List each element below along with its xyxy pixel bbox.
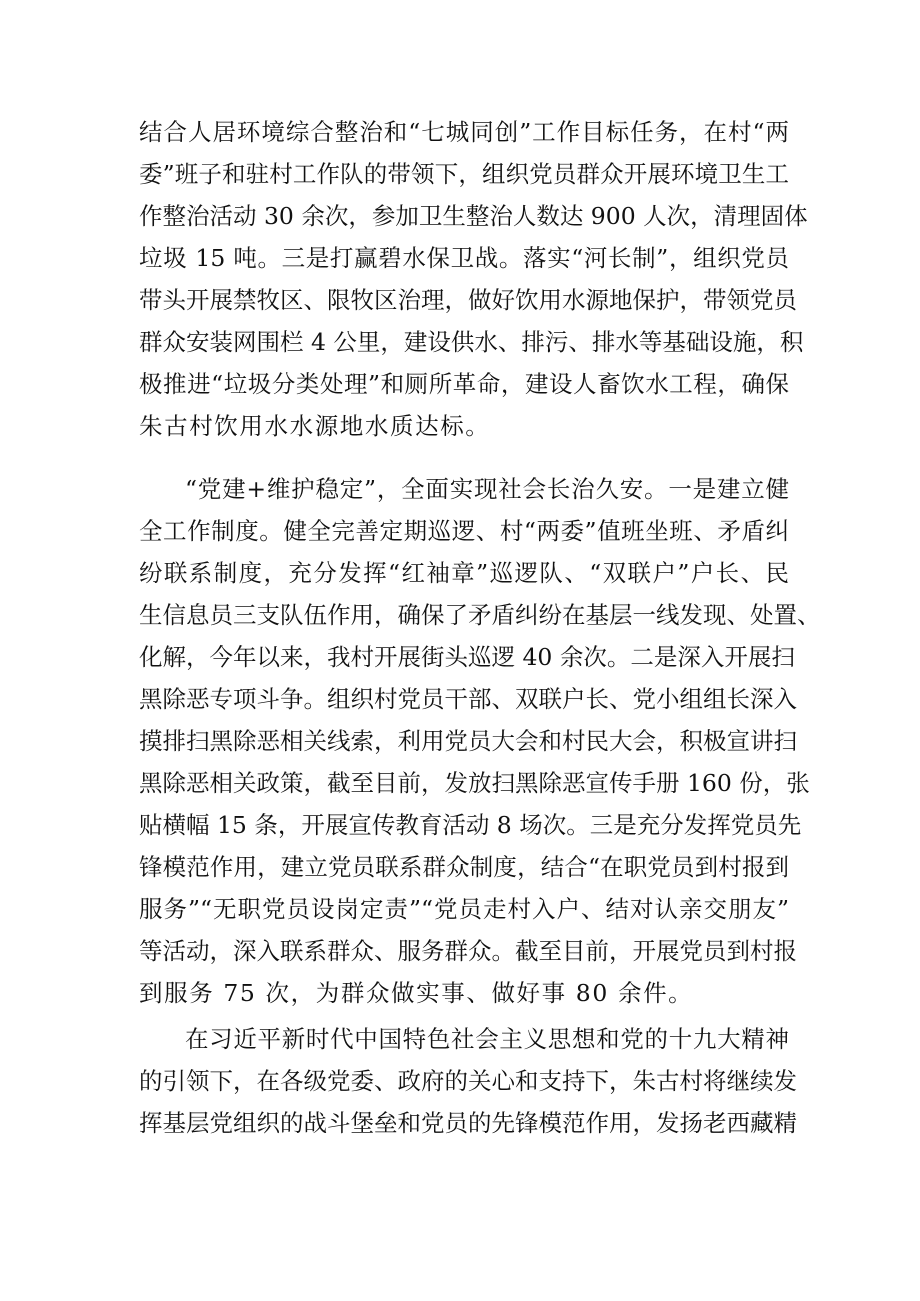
- text-line: [139, 405, 789, 447]
- text-line: [139, 678, 797, 720]
- text-line-content: 服务”“无职党员设岗定责”“党员走村入户、结对认亲交朋友”: [139, 895, 789, 923]
- text-line: [139, 594, 821, 636]
- text-line: [139, 552, 789, 594]
- text-line-content: 锋模范作用，建立党员联系群众制度，结合“在职党员到村报到: [139, 853, 789, 881]
- text-line-content: 朱古村饮用水水源地水质达标。: [139, 412, 491, 440]
- text-line: [139, 1060, 797, 1102]
- text-line: [139, 636, 795, 678]
- text-line-content: 在习近平新时代中国特色社会主义思想和党的十九大精神: [185, 1025, 789, 1053]
- text-line-content: 挥基层党组织的战斗堡垒和党员的先锋模范作用，发扬老西藏精: [139, 1109, 797, 1137]
- text-line: [139, 195, 808, 237]
- text-line-content: 全工作制度。健全完善定期巡逻、村“两委”值班坐班、矛盾纠: [139, 517, 789, 545]
- text-line: [139, 237, 789, 279]
- text-line: [139, 279, 797, 321]
- text-line: [139, 846, 789, 888]
- text-line-content: 摸排扫黑除恶相关线索，利用党员大会和村民大会，积极宣讲扫: [139, 727, 797, 755]
- text-line-content: 到服务 75 次，为群众做实事、做好事 80 余件。: [139, 979, 694, 1007]
- text-line-content: 生信息员三支队伍作用，确保了矛盾纠纷在基层一线发现、处置、: [139, 601, 821, 629]
- text-line: [139, 720, 797, 762]
- text-line-content: 带头开展禁牧区、限牧区治理，做好饮用水源地保护，带领党员: [139, 286, 797, 314]
- paragraph-conclusion: [139, 1018, 797, 1144]
- text-line-content: 等活动，深入联系群众、服务群众。截至目前，开展党员到村报: [139, 937, 797, 965]
- text-line: [139, 321, 804, 363]
- text-line: [139, 153, 789, 195]
- text-line-content: 的引领下，在各级党委、政府的关心和支持下，朱古村将继续发: [139, 1067, 797, 1095]
- text-line: [139, 804, 802, 846]
- text-line-content: 垃圾 15 吨。三是打赢碧水保卫战。落实“河长制”，组织党员: [139, 244, 789, 272]
- text-line: [139, 510, 789, 552]
- text-line-content: 纷联系制度，充分发挥“红袖章”巡逻队、“双联户”户长、民: [139, 559, 789, 587]
- text-line-content: 贴横幅 15 条，开展宣传教育活动 8 场次。三是充分发挥党员先: [139, 811, 802, 839]
- paragraph-environment: [139, 111, 808, 447]
- text-line-content: “党建+维护稳定”，全面实现社会长治久安。一是建立健: [185, 475, 789, 503]
- text-line-content: 黑除恶专项斗争。组织村党员干部、双联户长、党小组组长深入: [139, 685, 797, 713]
- text-line: [139, 1102, 797, 1144]
- text-line: [139, 972, 789, 1014]
- text-line-content: 群众安装网围栏 4 公里，建设供水、排污、排水等基础设施，积: [139, 328, 804, 356]
- text-line: [139, 930, 797, 972]
- text-line: [139, 363, 789, 405]
- text-line: [139, 468, 789, 510]
- text-line-content: 作整治活动 30 余次，参加卫生整治人数达 900 人次，清理固体: [139, 202, 808, 230]
- text-line-content: 委”班子和驻村工作队的带领下，组织党员群众开展环境卫生工: [139, 160, 789, 188]
- text-line-content: 化解，今年以来，我村开展街头巡逻 40 余次。二是深入开展扫: [139, 643, 795, 671]
- paragraph-stability: [139, 468, 821, 1014]
- text-line-content: 结合人居环境综合整治和“七城同创”工作目标任务，在村“两: [139, 118, 789, 146]
- text-line-content: 黑除恶相关政策，截至目前，发放扫黑除恶宣传手册 160 份，张: [139, 769, 810, 797]
- text-line: [139, 111, 789, 153]
- text-line: [139, 888, 789, 930]
- text-line-content: 极推进“垃圾分类处理”和厕所革命，建设人畜饮水工程，确保: [139, 370, 789, 398]
- text-line: [139, 762, 810, 804]
- text-line: [139, 1018, 789, 1060]
